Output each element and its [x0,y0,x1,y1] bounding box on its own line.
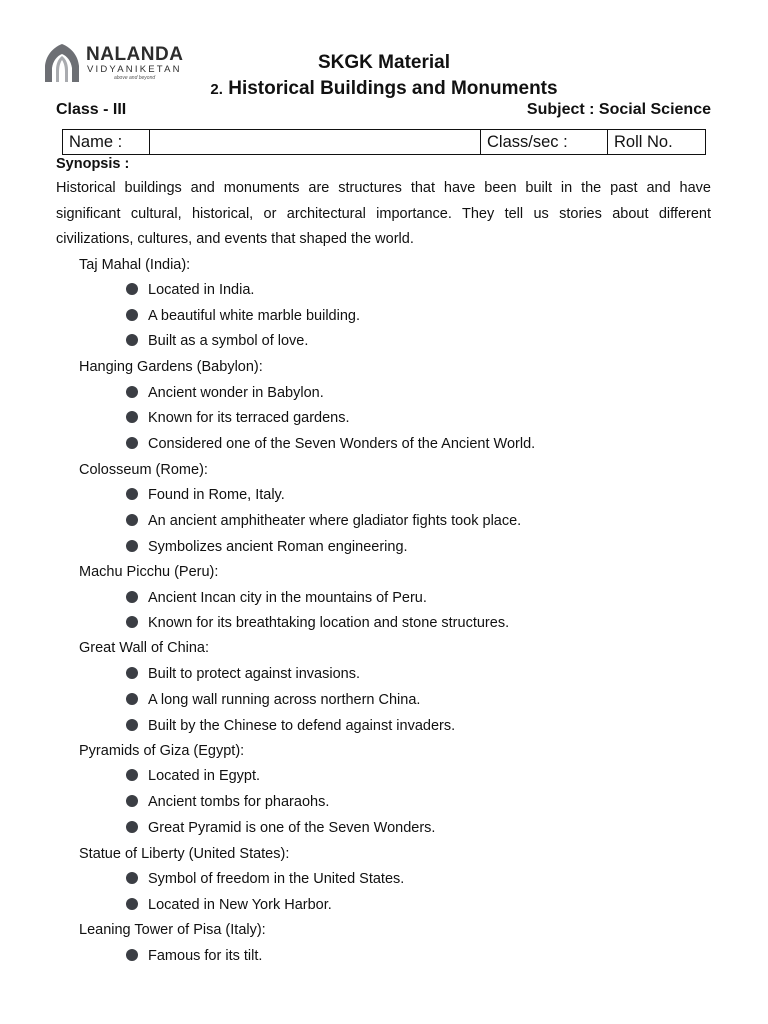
monument-heading: Hanging Gardens (Babylon): [79,359,263,375]
bullet-icon [126,667,138,679]
document-title: SKGK Material [318,52,450,73]
student-info-table [62,129,706,155]
list-item [126,691,420,709]
list-item-text: A long wall running across northern China. [148,692,421,708]
logo-subtitle: VIDYANIKETAN [87,64,182,75]
list-item-text: Symbolizes ancient Roman engineering. [148,539,408,555]
bullet-icon [126,283,138,295]
bullet-icon [126,949,138,961]
list-item-text: Famous for its tilt. [148,948,263,964]
bullet-icon [126,591,138,603]
list-item [126,435,535,453]
bullet-icon [126,795,138,807]
list-item [126,896,332,914]
bullet-icon [126,616,138,628]
bullet-icon [126,693,138,705]
bullet-icon [126,488,138,500]
list-item-text: Ancient wonder in Babylon. [148,385,324,401]
logo-name: NALANDA [86,44,184,65]
bullet-icon [126,386,138,398]
name-field[interactable] [150,130,481,155]
list-item-text: Built to protect against invasions. [148,666,360,682]
lesson-title: Historical Buildings and Monuments [228,78,558,99]
list-item-text: Symbol of freedom in the United States. [148,871,405,887]
list-item-text: An ancient amphitheater where gladiator fights took place. [148,513,522,529]
list-item [126,384,324,402]
monument-heading: Statue of Liberty (United States): [79,846,290,862]
class-sec-label: Class/sec : [481,130,608,155]
bullet-icon [126,514,138,526]
bullet-icon [126,719,138,731]
list-item [126,793,329,811]
list-item [126,486,285,504]
synopsis-paragraph: Historical buildings and monuments are structures that have been built in the past and have significant cultural, historical, or architectural importance. They tell us stories about different civilizations, cultures, and events that shaped the world. [56,180,711,247]
list-item [126,589,427,607]
logo-tagline: above and beyond [114,75,156,81]
monument-heading: Machu Picchu (Peru): [79,564,219,580]
monument-heading: Colosseum (Rome): [79,462,208,478]
bullet-icon [126,769,138,781]
monument-heading: Taj Mahal (India): [79,257,191,273]
bullet-icon [126,437,138,449]
class-label: Class - III [56,101,127,118]
list-item [126,870,404,888]
roll-no-label: Roll No. [608,130,706,155]
list-item [126,538,408,556]
list-item-text: Known for its terraced gardens. [148,410,350,426]
bullet-icon [126,872,138,884]
synopsis-heading: Synopsis : [56,156,130,172]
list-item [126,767,260,785]
monument-heading: Leaning Tower of Pisa (Italy): [79,922,266,938]
bullet-icon [126,821,138,833]
list-item-text: Built by the Chinese to defend against invaders. [148,718,456,734]
list-item [126,332,308,350]
bullet-icon [126,411,138,423]
bullet-icon [126,334,138,346]
list-item-text: Located in Egypt. [148,768,261,784]
list-item-text: Located in India. [148,282,255,298]
list-item [126,614,509,632]
lesson-title-line [0,77,768,102]
list-item-text: Found in Rome, Italy. [148,487,285,503]
lesson-number: 2. [210,81,223,98]
list-item [126,665,360,683]
monument-heading: Pyramids of Giza (Egypt): [79,743,245,759]
bullet-icon [126,540,138,552]
list-item-text: Built as a symbol of love. [148,333,309,349]
list-item [126,819,435,837]
list-item-text: Great Pyramid is one of the Seven Wonders. [148,820,436,836]
list-item-text: Ancient tombs for pharaohs. [148,794,330,810]
name-label: Name : [63,130,150,155]
bullet-icon [126,309,138,321]
subject-label: Subject : Social Science [526,101,711,118]
list-item-text: Known for its breathtaking location and stone structures. [148,615,510,631]
list-item [126,947,262,965]
list-item [126,409,350,427]
monument-heading: Great Wall of China: [79,640,210,656]
list-item-text: Considered one of the Seven Wonders of the Ancient World. [148,436,536,452]
list-item [126,717,455,735]
list-item-text: Located in New York Harbor. [148,897,332,913]
list-item [126,281,254,299]
list-item [126,512,521,530]
list-item [126,307,360,325]
bullet-icon [126,898,138,910]
list-item-text: Ancient Incan city in the mountains of Peru. [148,590,427,606]
list-item-text: A beautiful white marble building. [148,308,360,324]
